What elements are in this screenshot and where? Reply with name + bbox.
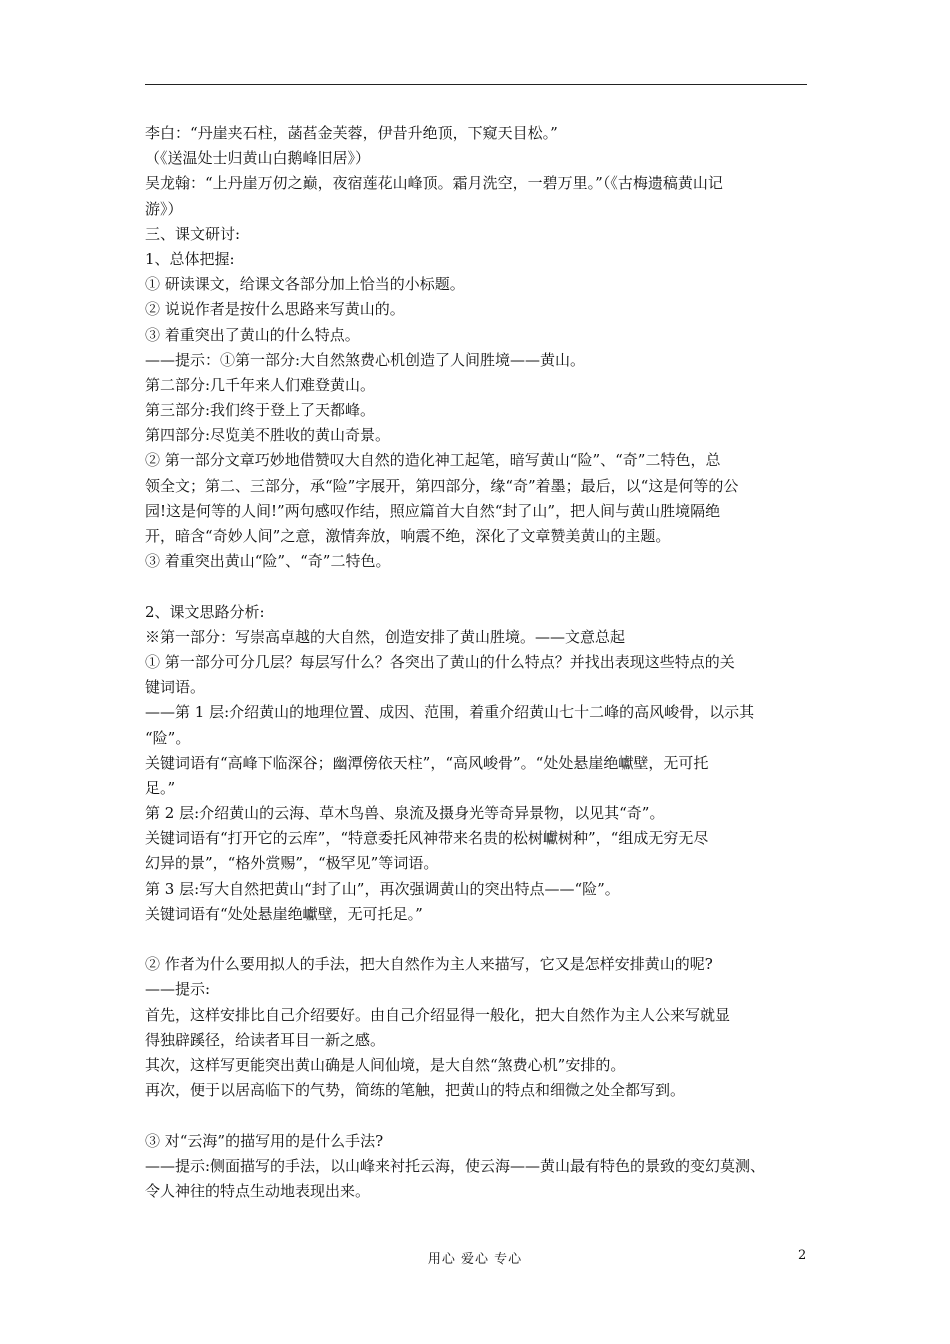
text-line: ※第一部分：写崇高卓越的大自然，创造安排了黄山胜境。——文意总起 xyxy=(145,627,626,646)
text-line: ③ 着重突出了黄山的什么特点。 xyxy=(145,325,360,344)
header-rule xyxy=(145,84,807,85)
text-line: 第四部分:尽览美不胜收的黄山奇景。 xyxy=(145,426,391,445)
text-line: 三、课文研讨: xyxy=(145,224,241,243)
text-line: 第三部分:我们终于登上了天都峰。 xyxy=(145,401,376,420)
text-line: ——提示:侧面描写的手法，以山峰来衬托云海，使云海——黄山最有特色的景致的变幻莫测、 xyxy=(145,1156,766,1175)
text-line: 第 2 层:介绍黄山的云海、草木鸟兽、泉流及摄身光等奇异景物，以见其“奇”。 xyxy=(145,804,665,823)
text-line: 1、总体把握: xyxy=(145,249,235,268)
blank-line xyxy=(145,1103,813,1128)
text-line: 键词语。 xyxy=(145,678,206,697)
text-line: ① 研读课文，给课文各部分加上恰当的小标题。 xyxy=(145,275,465,294)
footer-motto: 用心 爱心 专心 xyxy=(427,1252,523,1267)
text-line: ② 说说作者是按什么思路来写黄山的。 xyxy=(145,300,405,319)
text-line: 第二部分:几千年来人们难登黄山。 xyxy=(145,375,376,394)
text-line: 游》） xyxy=(145,199,183,218)
text-line: （《送温处士归黄山白鹅峰旧居》） xyxy=(145,149,371,168)
text-line: 再次，便于以居高临下的气势，简练的笔触，把黄山的特点和细微之处全都写到。 xyxy=(145,1081,686,1100)
text-line: 园!这是何等的人间!”两句感叹作结，照应篇首大自然“封了山”，把人间与黄山胜境隔绝 xyxy=(145,501,721,520)
text-line: ③ 着重突出黄山“险”、“奇”二特色。 xyxy=(145,552,391,571)
blank-line xyxy=(145,927,813,952)
text-line: “险”。 xyxy=(145,728,191,747)
text-line: 令人神往的特点生动地表现出来。 xyxy=(145,1181,371,1200)
text-line: 开，暗含“奇妙人间”之意，激情奔放，响震不绝，深化了文章赞美黄山的主题。 xyxy=(145,527,671,545)
document-body xyxy=(145,121,813,1204)
page-number: 2 xyxy=(798,1248,807,1263)
text-line: 李白：“丹崖夹石柱，菡萏金芙蓉，伊昔升绝顶，下窥天目松。” xyxy=(145,124,558,142)
text-line: ① 第一部分可分几层？每层写什么？各突出了黄山的什么特点？并找出表现这些特点的关 xyxy=(145,652,735,671)
text-line: 第 3 层:写大自然把黄山“封了山”，再次强调黄山的突出特点——“险”。 xyxy=(145,879,620,898)
text-line: ② 第一部分文章巧妙地借赞叹大自然的造化神工起笔，暗写黄山“险”、“奇”二特色，总 xyxy=(145,451,721,470)
text-line: ——提示：①第一部分:大自然煞费心机创造了人间胜境——黄山。 xyxy=(145,350,586,369)
text-line: 幻异的景”，“格外赏赐”，“极罕见”等词语。 xyxy=(145,854,439,873)
text-line: 关键词语有“高峰下临深谷；幽潭傍依天柱”，“高风峻骨”。“处处悬崖绝巘壁，无可托 xyxy=(145,753,709,772)
text-line: ——第 1 层:介绍黄山的地理位置、成因、范围，着重介绍黄山七十二峰的高风峻骨，以示其 xyxy=(145,703,755,722)
text-line: 首先，这样安排比自己介绍要好。由自己介绍显得一般化，把大自然作为主人公来写就显 xyxy=(145,1005,731,1024)
text-line: ③ 对“云海”的描写用的是什么手法? xyxy=(145,1131,384,1150)
text-line: 得独辟蹊径，给读者耳目一新之感。 xyxy=(145,1030,386,1049)
blank-line xyxy=(145,574,813,599)
text-line: ② 作者为什么要用拟人的手法，把大自然作为主人来描写，它又是怎样安排黄山的呢? xyxy=(145,955,713,974)
text-line: 关键词语有“打开它的云库”，“特意委托风神带来名贵的松树巘树种”，“组成无穷无尽 xyxy=(145,829,709,848)
text-line: ——提示: xyxy=(145,980,211,999)
text-line: 关键词语有“处处悬崖绝巘壁，无可托足。” xyxy=(145,904,423,923)
text-line: 吴龙翰：“上丹崖万仞之巅，夜宿莲花山峰顶。霜月洗空，一碧万里。”（《古梅遗稿黄山记 xyxy=(145,174,723,193)
text-line: 足。” xyxy=(145,778,176,797)
text-line: 领全文；第二、三部分，承“险”字展开，第四部分，缘“奇”着墨；最后，以“这是何等的公 xyxy=(145,476,739,495)
text-line: 2、课文思路分析: xyxy=(145,602,265,621)
text-line: 其次，这样写更能突出黄山确是人间仙境，是大自然“煞费心机”安排的。 xyxy=(145,1055,626,1074)
